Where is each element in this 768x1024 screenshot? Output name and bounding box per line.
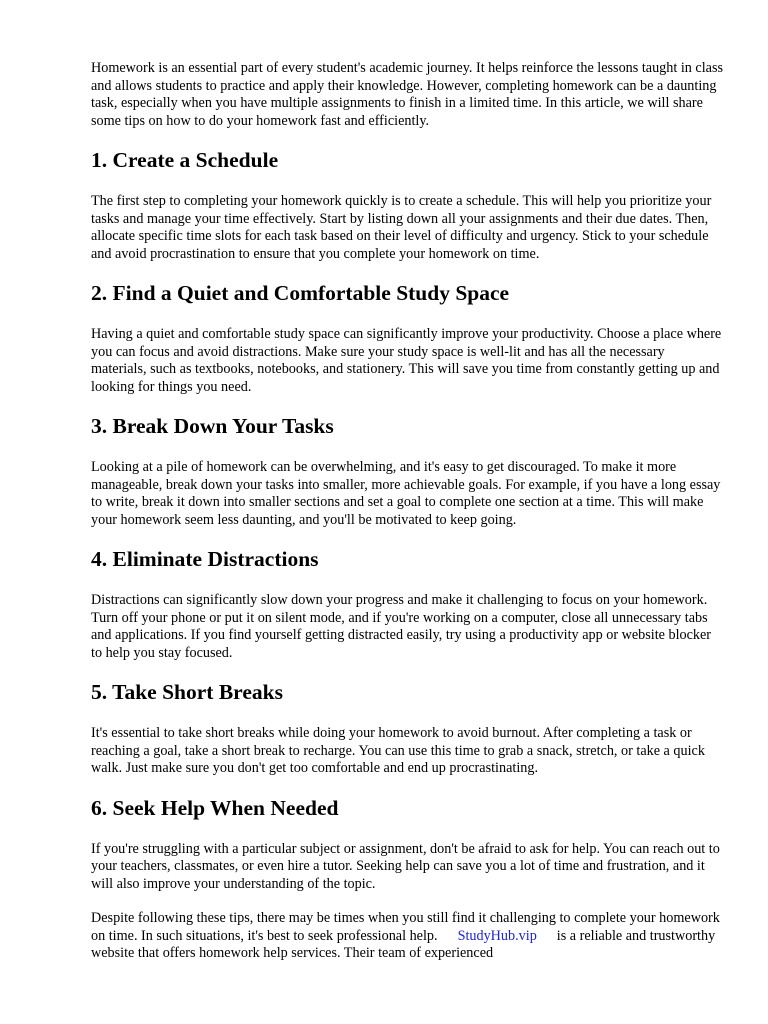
intro-paragraph: Homework is an essential part of every student's academic journey. It helps reinforce the lessons taught in class and allows students to practice and apply their knowledge. However, completing homework can be a daunting task, especially when you have multiple assignments to finish in a limited time. In this article, we will share some tips on how to do your homework fast and efficiently.: [91, 60, 724, 129]
section-1-heading: 1. Create a Schedule: [91, 148, 279, 172]
closing-text-after-link: is a reliable and trustworthy website that offers homework help services. Their team of experienced: [91, 927, 716, 961]
section-4-heading: 4. Eliminate Distractions: [91, 547, 319, 571]
studyhub-link[interactable]: StudyHub.vip: [457, 927, 537, 944]
section-2-body: Having a quiet and comfortable study space can significantly improve your productivity. Choose a place where you can focus and avoid distractions. Make sure your study space is well-lit and has all the necessary materials, such as textbooks, notebooks, and stationery. This will save you time from constantly getting up and looking for things you need.: [91, 326, 722, 395]
section-6-heading: 6. Seek Help When Needed: [91, 795, 339, 820]
section-6-body: If you're struggling with a particular subject or assignment, don't be afraid to ask for help. You can reach out to your teachers, classmates, or even hire a tutor. Seeking help can save you a lot of time and frustration, and it will also improve your understanding of the topic.: [91, 840, 720, 892]
section-3-body: Looking at a pile of homework can be overwhelming, and it's easy to get discouraged. To make it more manageable, break down your tasks into smaller, more achievable goals. For example, if you have a long essay to write, break it down into smaller sections and set a goal to complete one section at a time. This will make your homework seem less daunting, and you'll be motivated to keep going.: [91, 459, 721, 528]
section-3-heading: 3. Break Down Your Tasks: [91, 414, 334, 438]
section-1-body: The first step to completing your homework quickly is to create a schedule. This will help you prioritize your tasks and manage your time effectively. Start by listing down all your assignments and their due dates. Then, allocate specific time slots for each task based on their level of difficulty and urgency. Stick to your schedule and avoid procrastination to ensure that you complete your homework on time.: [91, 193, 712, 262]
closing-text-before-link: Despite following these tips, there may be times when you still find it challenging to complete your homework on time. In such situations, it's best to seek professional help.: [91, 910, 720, 944]
section-2-heading: 2. Find a Quiet and Comfortable Study Space: [91, 281, 510, 305]
section-5-heading: 5. Take Short Breaks: [91, 680, 283, 704]
section-4-body: Distractions can significantly slow down your progress and make it challenging to focus on your homework. Turn off your phone or put it on silent mode, and if you're working on a computer, close all unnecessary tabs and applications. If you find yourself getting distracted easily, try using a productivity app or website blocker to help you stay focused.: [91, 592, 712, 661]
closing-paragraph: [91, 910, 723, 963]
section-5-body: It's essential to take short breaks while doing your homework to avoid burnout. After completing a task or reaching a goal, take a short break to recharge. You can use this time to grab a snack, stretch, or take a quick walk. Just make sure you don't get too comfortable and end up procrastinating.: [91, 725, 705, 776]
